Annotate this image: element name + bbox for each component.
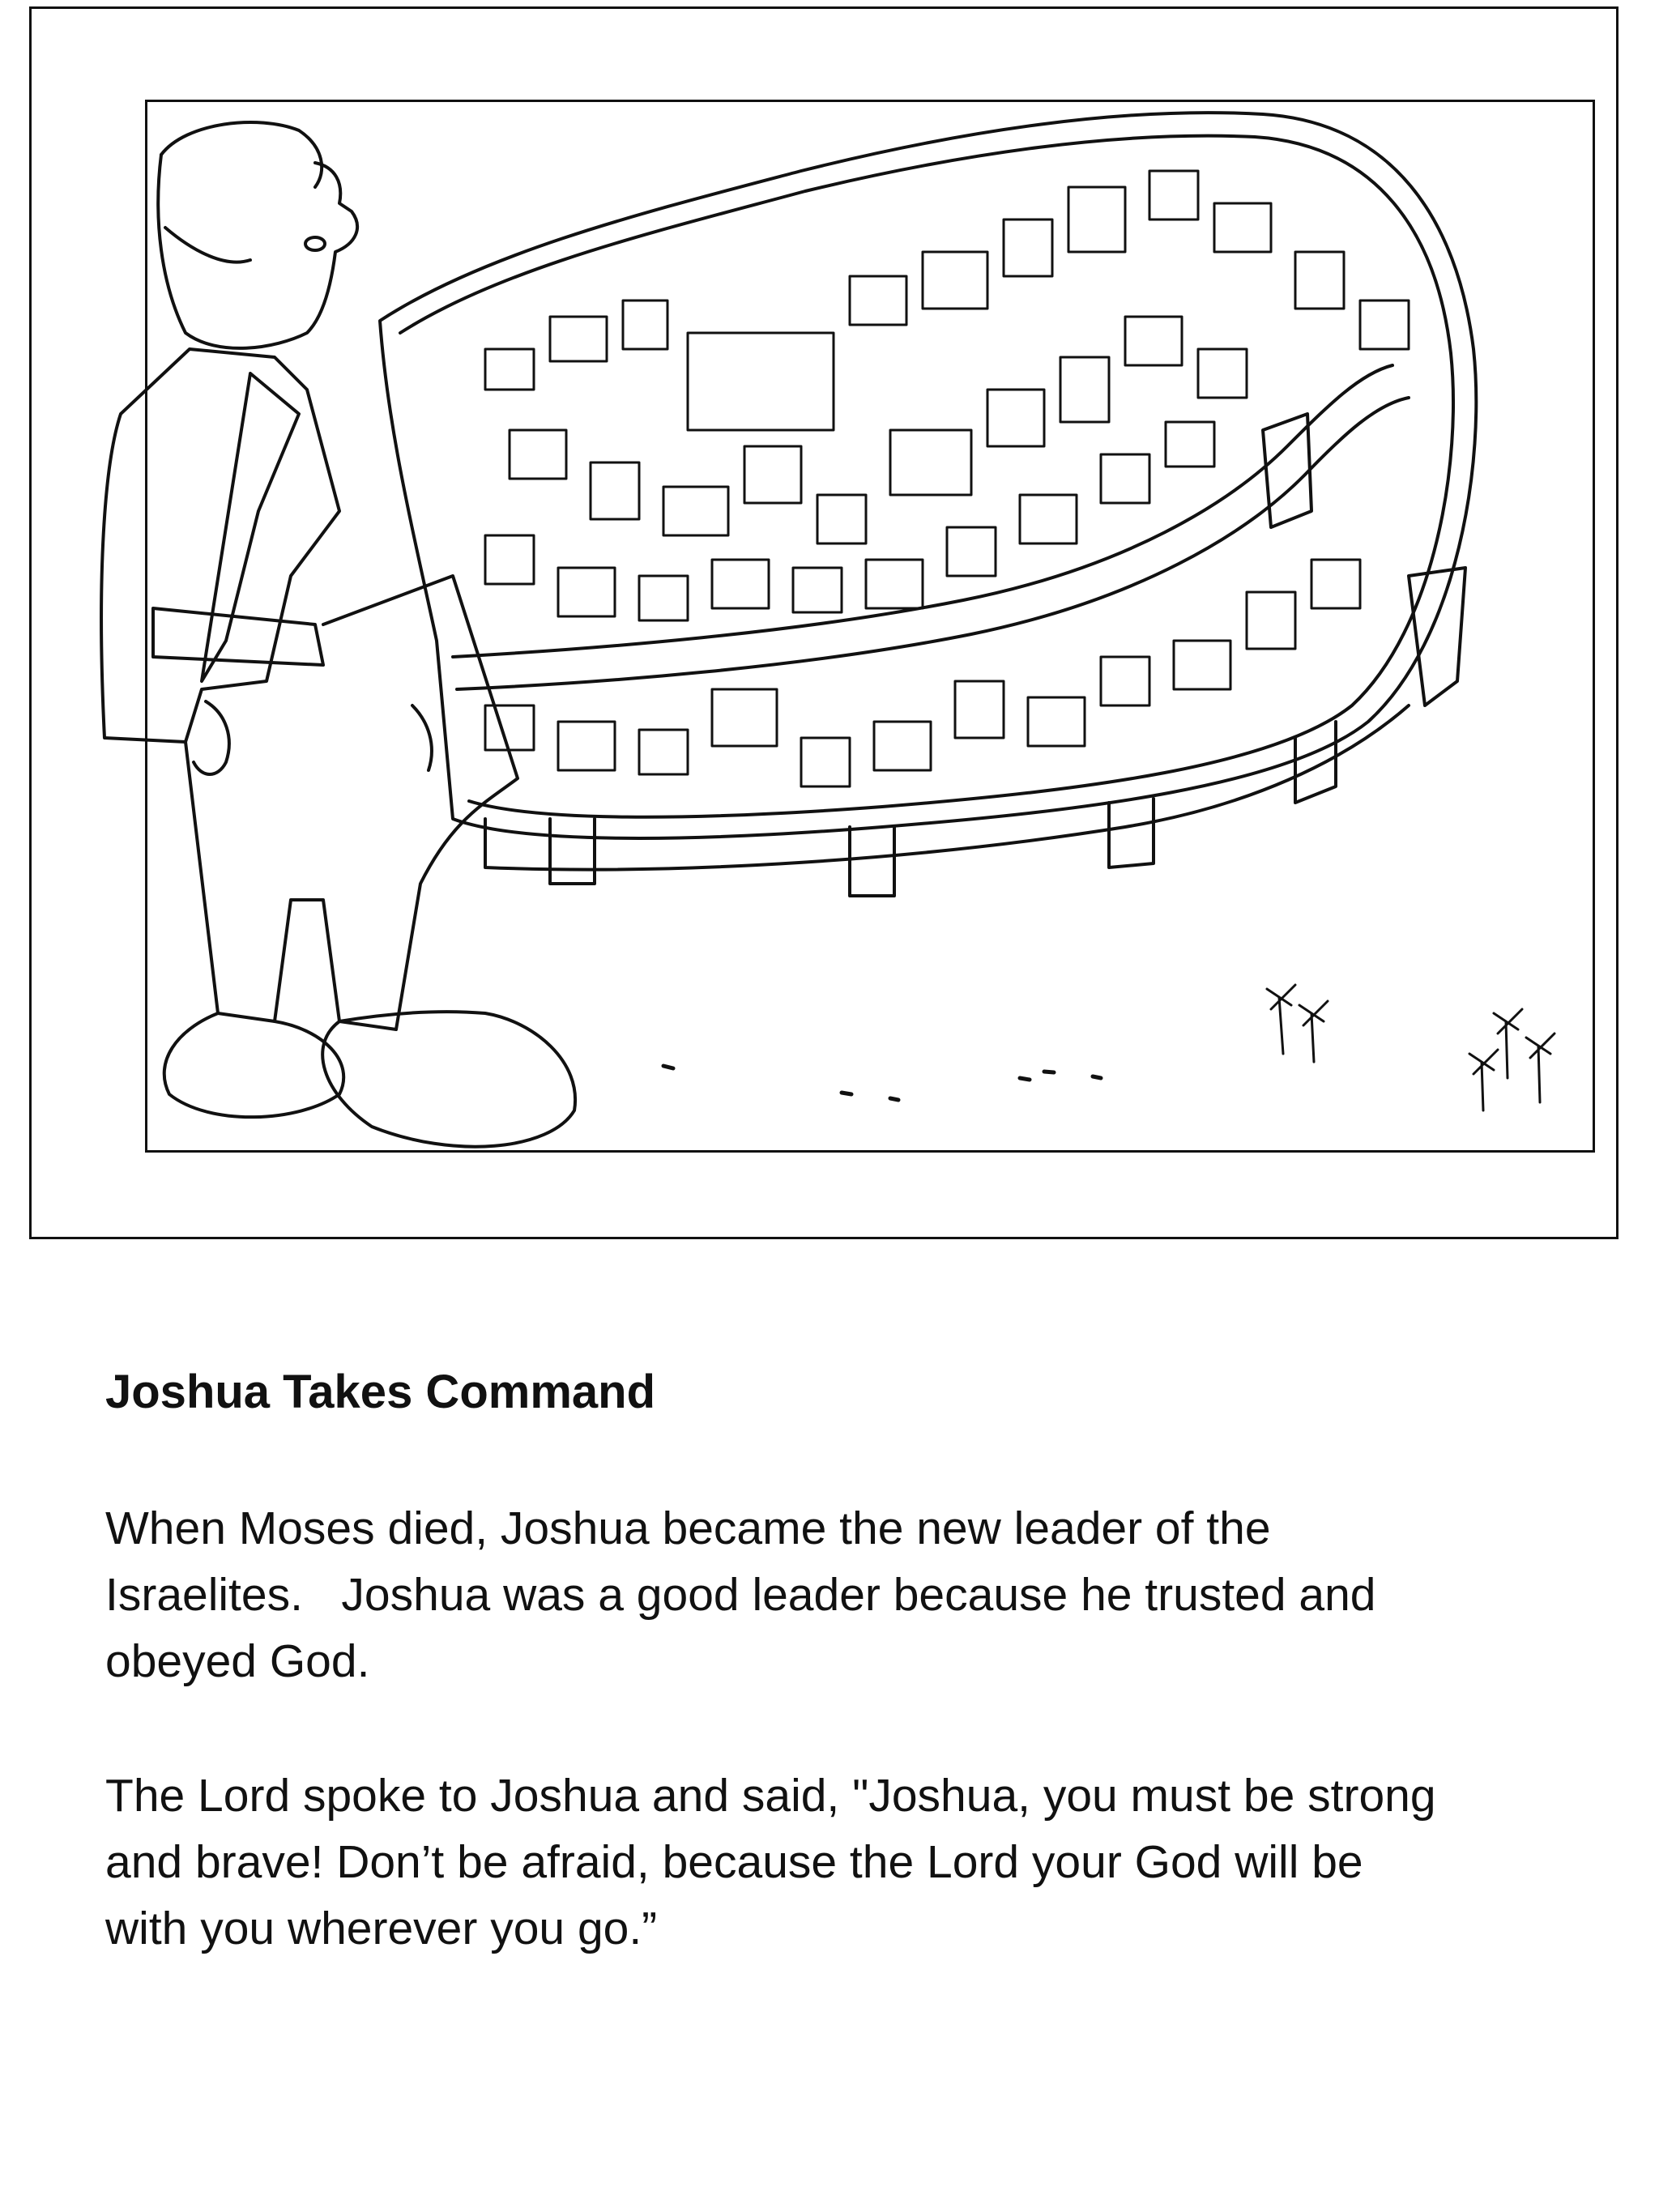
illustration-frame <box>29 6 1618 1239</box>
city-buildings <box>485 171 1409 786</box>
walled-city <box>380 113 1476 896</box>
palm-trees <box>1267 985 1555 1110</box>
caption-title: Joshua Takes Command <box>105 1366 656 1418</box>
joshua-figure <box>101 122 575 1147</box>
caption-paragraph-1: When Moses died, Joshua became the new leader of the Israelites. Joshua was a good leader because he trusted and obeyed God. <box>105 1502 1376 1687</box>
ground-marks <box>663 1066 1101 1100</box>
caption-paragraph-2: The Lord spoke to Joshua and said, "Joshua, you must be strong and brave! Don’t be afraid, because the Lord your God will be with you wherever you go.” <box>105 1770 1436 1954</box>
coloring-illustration <box>32 9 1621 1242</box>
